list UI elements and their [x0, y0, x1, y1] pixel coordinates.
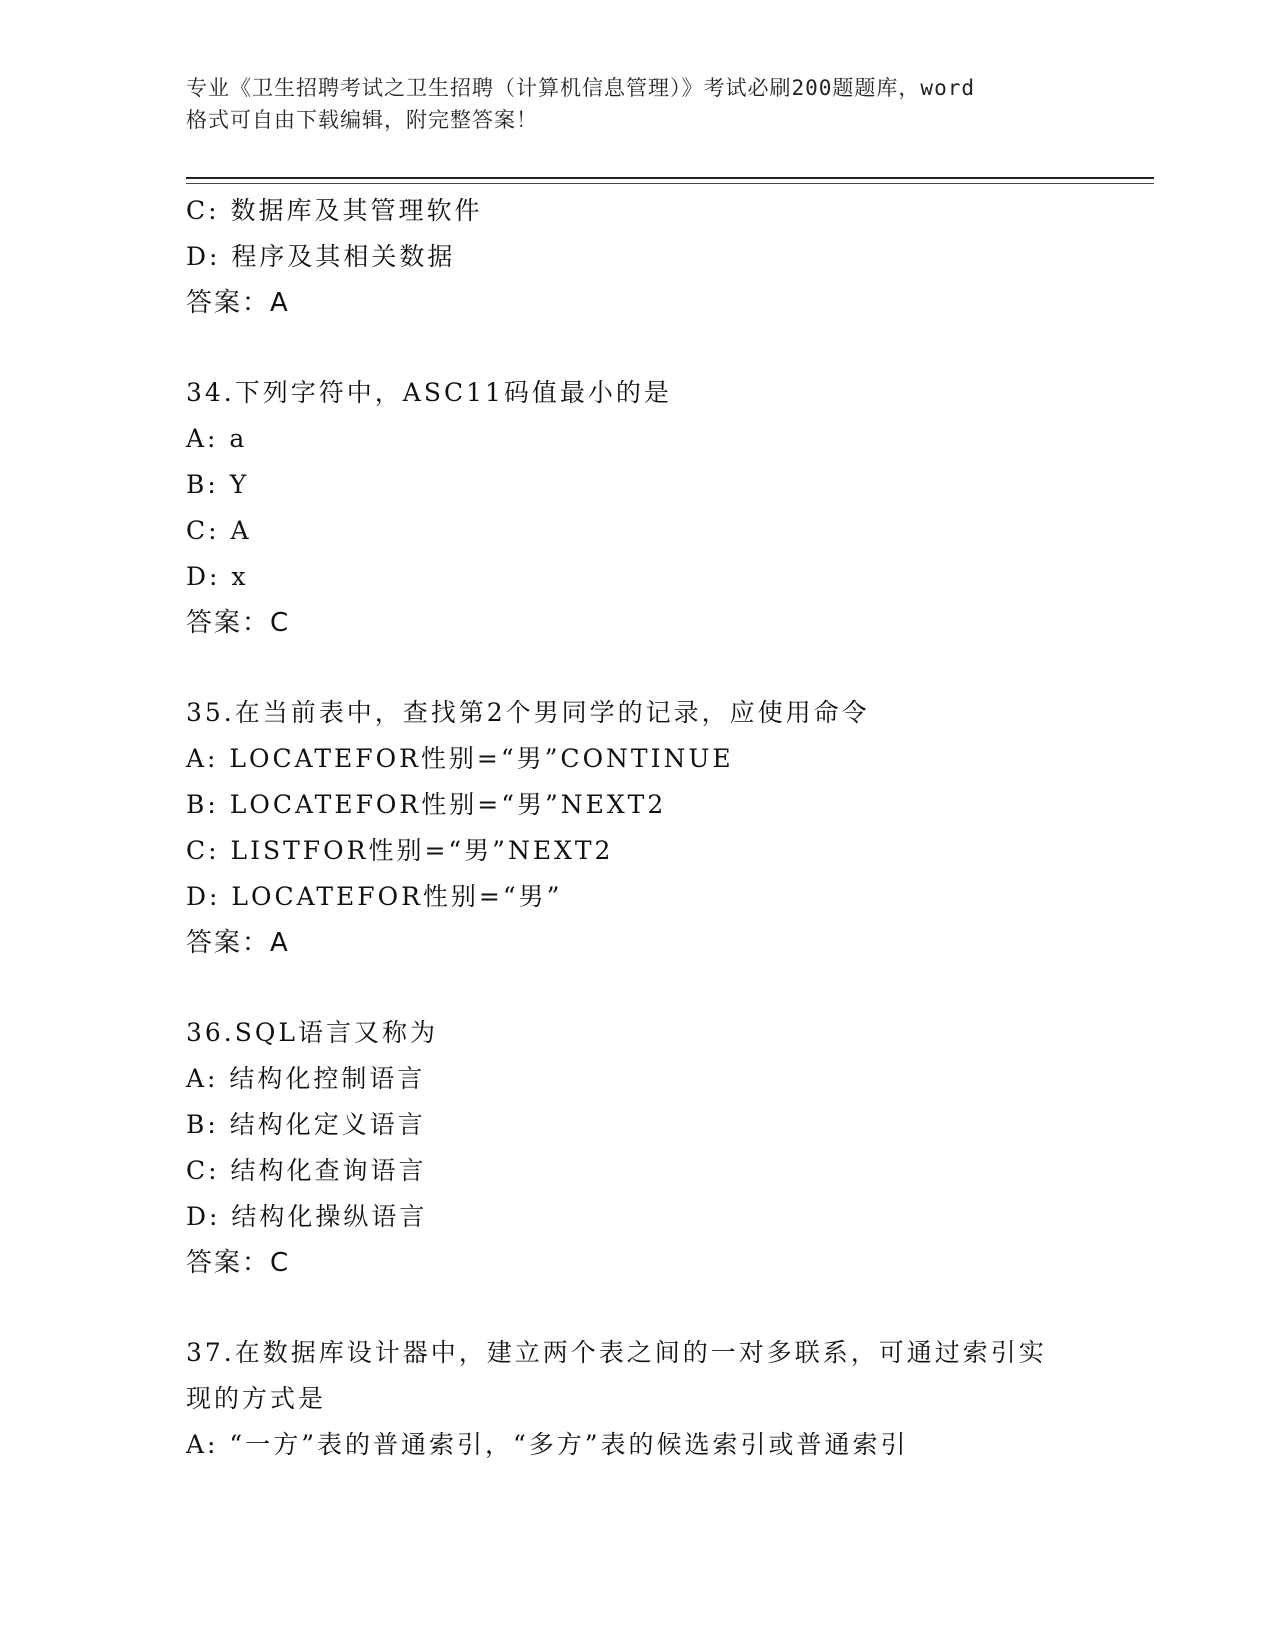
question-37-option-a: A: “一方”表的普通索引，“多方”表的候选索引或普通索引	[186, 1430, 909, 1459]
page-header	[186, 72, 1086, 136]
question-37-text-line-2: 现的方式是	[186, 1384, 327, 1413]
question-34-answer: 答案：C	[186, 608, 291, 638]
question-35-text: 35.在当前表中，查找第2个男同学的记录，应使用命令	[186, 698, 870, 727]
question-35-option-a: A: LOCATEFOR性别=“男”CONTINUE	[186, 744, 734, 773]
question-34-option-c: C: A	[186, 516, 252, 545]
answer-label: 答案：A	[186, 288, 290, 318]
question-34-option-d: D: x	[186, 562, 249, 591]
question-37-text-line-1: 37.在数据库设计器中，建立两个表之间的一对多联系，可通过索引实	[186, 1338, 1047, 1367]
header-rule-thin	[186, 183, 1154, 184]
option-d: D: 程序及其相关数据	[186, 242, 456, 271]
question-36-option-d: D: 结构化操纵语言	[186, 1202, 428, 1231]
question-36-option-a: A: 结构化控制语言	[186, 1064, 426, 1093]
question-34-option-a: A: a	[186, 424, 248, 453]
question-35-answer: 答案：A	[186, 928, 290, 958]
question-36-option-b: B: 结构化定义语言	[186, 1110, 426, 1139]
document-body	[186, 188, 1086, 1468]
header-rule	[186, 177, 1154, 179]
question-35-option-b: B: LOCATEFOR性别=“男”NEXT2	[186, 790, 667, 819]
question-35-option-d: D: LOCATEFOR性别=“男”	[186, 882, 563, 911]
question-36-option-c: C: 结构化查询语言	[186, 1156, 427, 1185]
header-title-line-1: 专业《卫生招聘考试之卫生招聘（计算机信息管理）》考试必刷200题题库，word	[186, 76, 975, 100]
option-c: C: 数据库及其管理软件	[186, 196, 483, 225]
question-35-option-c: C: LISTFOR性别=“男”NEXT2	[186, 836, 614, 865]
question-34-text: 34.下列字符中，ASC11码值最小的是	[186, 378, 672, 407]
header-title-line-2: 格式可自由下载编辑，附完整答案！	[186, 108, 538, 132]
question-34-option-b: B: Y	[186, 470, 250, 499]
question-36-text: 36.SQL语言又称为	[186, 1018, 438, 1047]
question-36-answer: 答案：C	[186, 1248, 291, 1278]
